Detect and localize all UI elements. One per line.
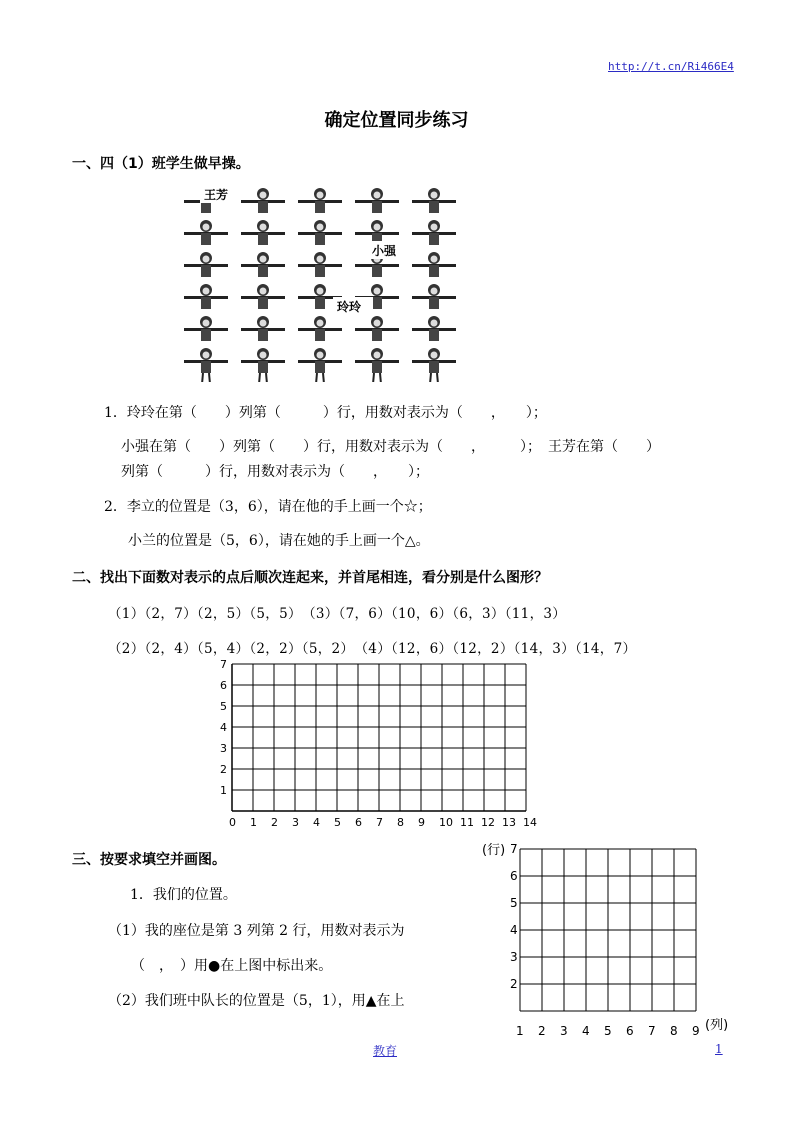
student-face [317, 320, 324, 327]
grid1-lines [232, 664, 526, 811]
coordinate-grid-2 [478, 838, 738, 1038]
section3-sub1: 1．我们的位置。 [130, 887, 237, 903]
student-figure [184, 220, 228, 245]
student-figure [241, 348, 285, 382]
student-figure [184, 252, 228, 277]
grid2-x-tick-label: 6 [626, 1024, 634, 1038]
student-body [201, 329, 211, 341]
student-figure [412, 316, 456, 341]
grid1-x-tick-label: 10 [439, 816, 453, 829]
student-face [203, 352, 210, 359]
student-face [374, 352, 381, 359]
student-face [431, 352, 438, 359]
label-xiaoqiang: 小强 [372, 244, 397, 258]
grid1-x-tick-label: 3 [292, 816, 299, 829]
points-row2: （2）（2，4）（5，4）（2，2）（5，2） （4）（12，6）（12，2）（14，3）（14，7） [108, 641, 637, 657]
student-face [317, 352, 324, 359]
student-figure [241, 220, 285, 245]
student-face [431, 192, 438, 199]
student-figure [355, 348, 399, 382]
student-figure [184, 348, 228, 382]
student-figure [298, 316, 342, 341]
student-body [315, 329, 325, 341]
grid1-x-tick-label: 2 [271, 816, 278, 829]
grid1-x-tick-label: 11 [460, 816, 474, 829]
student-body [372, 329, 382, 341]
student-body [429, 233, 439, 245]
student-body [372, 201, 382, 213]
grid1-y-tick-label: 1 [220, 784, 227, 797]
q2-line1: 2．李立的位置是（3，6），请在他的手上画一个☆； [104, 499, 432, 515]
coordinate-grid-1 [214, 656, 544, 832]
student-leg [259, 373, 260, 382]
footer-link[interactable]: 教育 [373, 1044, 398, 1058]
grid2-x-tick-label: 1 [516, 1024, 524, 1038]
student-leg [380, 373, 381, 382]
grid1-y-tick-label: 2 [220, 763, 227, 776]
section3-p2-line1: （2）我们班中队长的位置是（5，1），用▲在上 [108, 993, 405, 1009]
points-row1: （1）（2，7）（2，5）（5，5） （3）（7，6）（10，6）（6，3）（11，3） [108, 606, 567, 622]
grid1-y-tick-label: 3 [220, 742, 227, 755]
grid2-x-tick-label: 2 [538, 1024, 546, 1038]
header-url-link[interactable]: http://t.cn/Ri466E4 [608, 60, 734, 73]
grid1-y-tick-label: 4 [220, 721, 227, 734]
student-leg [373, 373, 374, 382]
grid2-y-tick-label: 4 [510, 923, 518, 937]
grid1-x-tick-label: 13 [502, 816, 516, 829]
grid1-x-tick-label: 6 [355, 816, 362, 829]
student-figure [241, 188, 285, 213]
student-figure [241, 284, 285, 309]
section3-p1-line2: （ ， ）用●在上图中标出来。 [131, 958, 333, 974]
grid2-x-tick-label: 7 [648, 1024, 656, 1038]
grid2-x-tick-label: 4 [582, 1024, 590, 1038]
student-leg [316, 373, 317, 382]
student-leg [437, 373, 438, 382]
student-leg [323, 373, 324, 382]
student-face [374, 288, 381, 295]
grid2-y-tick-label: 2 [510, 977, 518, 991]
student-face [374, 192, 381, 199]
grid2-y-tick-label: 5 [510, 896, 518, 910]
grid2-x-tick-label: 5 [604, 1024, 612, 1038]
student-face [260, 288, 267, 295]
section3-p1-line1: （1）我的座位是第 3 列第 2 行，用数对表示为 [108, 923, 405, 939]
grid1-x-tick-label: 12 [481, 816, 495, 829]
student-body [258, 361, 268, 373]
student-body [315, 361, 325, 373]
student-body [429, 265, 439, 277]
student-body [258, 329, 268, 341]
student-leg [202, 373, 203, 382]
student-body [201, 297, 211, 309]
student-figure [184, 284, 228, 309]
student-body [372, 361, 382, 373]
student-face [431, 320, 438, 327]
grid2-y-tick-label: 3 [510, 950, 518, 964]
student-face [203, 224, 210, 231]
student-figure [412, 188, 456, 213]
student-face [374, 224, 381, 231]
grid1-y-tick-label: 6 [220, 679, 227, 692]
col-axis-label: (列) [705, 1018, 729, 1033]
morning-exercise-figure [176, 180, 486, 382]
student-face [431, 288, 438, 295]
student-face [260, 256, 267, 263]
student-figure [298, 220, 342, 245]
label-wangfang: 王芳 [204, 188, 229, 202]
grid2-y-tick-label: 7 [510, 842, 518, 856]
student-face [317, 224, 324, 231]
student-body [429, 201, 439, 213]
student-body [429, 329, 439, 341]
student-figure [298, 348, 342, 382]
grid2-x-tick-label: 8 [670, 1024, 678, 1038]
page-number: 1 [715, 1042, 723, 1056]
student-figure [298, 188, 342, 213]
student-body [201, 233, 211, 245]
student-figure [412, 284, 456, 309]
student-body [258, 201, 268, 213]
grid1-x-tick-label: 4 [313, 816, 320, 829]
grid1-x-tick-label: 0 [229, 816, 236, 829]
student-body [429, 297, 439, 309]
q1-line3: 列第（ ）行，用数对表示为（ ， ）； [121, 464, 429, 480]
student-face [203, 320, 210, 327]
q1-line1: 1．玲玲在第（ ）列第（ ）行，用数对表示为（ ， ）； [104, 405, 547, 421]
grid1-x-tick-label: 14 [523, 816, 537, 829]
student-face [317, 288, 324, 295]
student-face [260, 192, 267, 199]
student-face [317, 256, 324, 263]
section2-heading: 二、找出下面数对表示的点后顺次连起来，并首尾相连，看分别是什么图形？ [72, 570, 548, 586]
grid2-x-tick-label: 3 [560, 1024, 568, 1038]
student-figure [355, 188, 399, 213]
grid1-x-tick-label: 9 [418, 816, 425, 829]
grid1-x-tick-label: 7 [376, 816, 383, 829]
section3-heading: 三、按要求填空并画图。 [72, 852, 226, 868]
student-body [429, 361, 439, 373]
student-body [201, 265, 211, 277]
student-body [201, 361, 211, 373]
student-face [260, 224, 267, 231]
student-leg [430, 373, 431, 382]
student-body [372, 297, 382, 309]
student-face [260, 320, 267, 327]
student-body [258, 233, 268, 245]
student-figure [241, 316, 285, 341]
student-face [203, 256, 210, 263]
student-figure [241, 252, 285, 277]
grid2-lines [520, 849, 696, 1011]
grid2-tick-labels [510, 842, 700, 1038]
student-face [260, 352, 267, 359]
page-title: 确定位置同步练习 [324, 110, 469, 131]
student-face [431, 224, 438, 231]
student-body [258, 265, 268, 277]
student-body [372, 265, 382, 277]
student-body [315, 265, 325, 277]
student-body [315, 233, 325, 245]
student-face [374, 320, 381, 327]
student-figure [412, 252, 456, 277]
grid1-x-tick-label: 8 [397, 816, 404, 829]
student-body [258, 297, 268, 309]
student-body [315, 201, 325, 213]
grid1-y-tick-label: 7 [220, 658, 227, 671]
student-figure [412, 220, 456, 245]
label-lingling: 玲玲 [337, 300, 362, 314]
row-axis-label: (行) [482, 843, 506, 858]
student-figure [184, 316, 228, 341]
student-body [315, 297, 325, 309]
students-grid [184, 188, 456, 382]
q1-line2: 小强在第（ ）列第（ ）行，用数对表示为（ ， ）； 王芳在第（ ） [121, 439, 660, 455]
grid2-y-tick-label: 6 [510, 869, 518, 883]
student-face [431, 256, 438, 263]
grid2-x-tick-label: 9 [692, 1024, 700, 1038]
student-figure [355, 316, 399, 341]
student-leg [209, 373, 210, 382]
student-figure [412, 348, 456, 382]
student-face [203, 288, 210, 295]
grid1-x-tick-label: 5 [334, 816, 341, 829]
student-leg [266, 373, 267, 382]
student-face [317, 192, 324, 199]
grid1-x-tick-label: 1 [250, 816, 257, 829]
q2-line2: 小兰的位置是（5，6），请在她的手上画一个△。 [128, 533, 430, 549]
section1-heading: 一、四（1）班学生做早操。 [72, 156, 250, 172]
student-figure [298, 252, 342, 277]
grid1-y-tick-label: 5 [220, 700, 227, 713]
